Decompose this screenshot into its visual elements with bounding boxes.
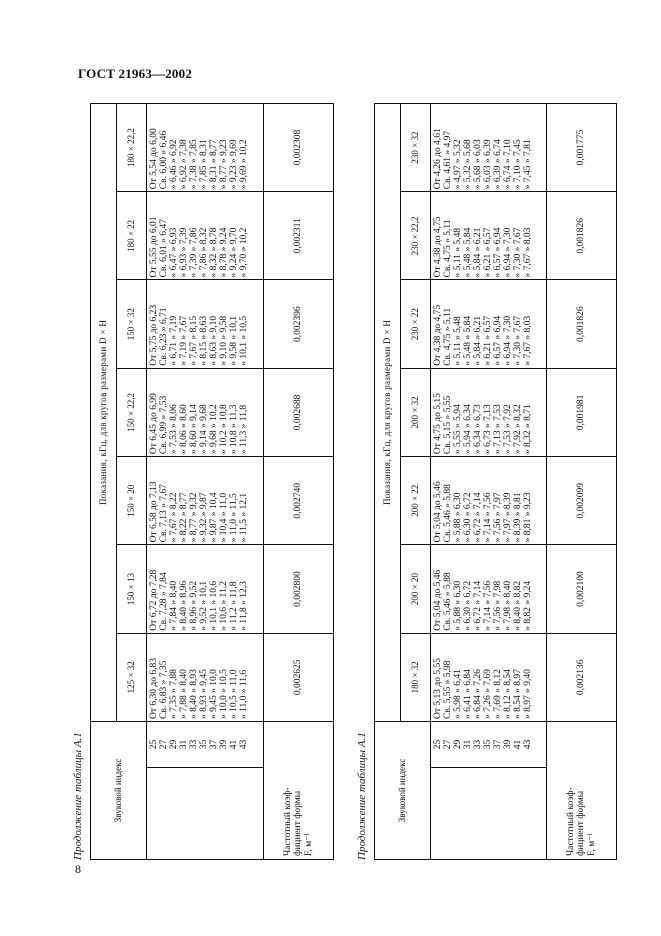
frequency-range: » 5,98 » 6,41 [453, 669, 463, 719]
frequency-range: » 9,10 » 9,58 [219, 315, 230, 366]
frequency-range: » 10,5 » 11,0 [229, 669, 240, 719]
frequency-range: » 9,87 » 10,4 [209, 492, 220, 543]
coefficient-value: 0,002396 [263, 280, 333, 368]
frequency-range: » 9,23 » 9,69 [229, 139, 240, 190]
frequency-range: От 4,26 до 4,61 [433, 128, 443, 190]
frequency-range: » 9,24 » 9,70 [229, 227, 240, 278]
frequency-range: » 8,93 » 9,45 [199, 669, 210, 719]
frequency-range: » 5,11 » 5,48 [453, 316, 463, 366]
sound-index-value: 25 [433, 739, 443, 750]
coefficient-label-line: фициент формы [576, 790, 587, 856]
frequency-range: Св. 5,15 » 5,55 [443, 395, 453, 455]
frequency-range: » 7,67 » 8,03 [523, 227, 533, 278]
frequency-range: » 7,26 » 7,69 [483, 669, 493, 719]
frequency-range: » 6,46 » 6,92 [169, 139, 180, 190]
frequency-range: » 8,78 » 9,24 [219, 227, 230, 278]
frequency-range: » 6,94 » 7,30 [503, 315, 513, 366]
frequency-range: » 6,39 » 6,74 [493, 139, 503, 190]
frequency-range: » 8,54 » 8,97 [513, 669, 523, 719]
sound-index-value: 33 [473, 739, 483, 750]
frequency-range: » 5,84 » 6,21 [473, 227, 483, 278]
frequency-range: » 8,60 » 9,14 [189, 404, 200, 455]
frequency-range-column [147, 545, 263, 633]
frequency-range: От 6,58 до 7,13 [149, 481, 160, 543]
frequency-range: » 7,39 » 7,86 [189, 227, 200, 278]
frequency-range: От 5,04 до 5,46 [433, 569, 443, 631]
frequency-range: От 5,55 до 6,01 [149, 216, 160, 278]
frequency-range: » 9,32 » 9,87 [199, 492, 210, 543]
sound-index-list [431, 721, 547, 767]
frequency-range: » 7,56 » 7,97 [493, 492, 503, 543]
frequency-range: От 6,45 до 6,99 [149, 393, 160, 455]
size-column-header: 150 × 20 [117, 457, 147, 545]
sound-index-value: 31 [463, 739, 473, 750]
frequency-range: » 6,21 » 6,57 [483, 227, 493, 278]
coefficient-value: 0,002740 [263, 457, 333, 545]
frequency-range: » 6,84 » 7,26 [473, 669, 483, 719]
frequency-range-column [431, 368, 547, 456]
frequency-range: » 7,85 » 8,31 [199, 139, 210, 190]
frequency-range: » 8,39 » 8,81 [513, 492, 523, 543]
sound-index-value: 33 [189, 739, 200, 750]
frequency-range: » 6,74 » 7,10 [503, 139, 513, 190]
page-number: 8 [75, 862, 81, 876]
frequency-range: » 6,71 » 7,19 [169, 315, 180, 366]
size-column-header: 230 × 22,2 [401, 192, 431, 280]
frequency-range: » 11,3 » 11,8 [239, 404, 250, 455]
table-caption: Продолжение таблицы А.1 [72, 732, 84, 860]
sound-index-value: 41 [513, 739, 523, 750]
frequency-range: » 6,93 » 7,39 [179, 227, 190, 278]
size-column-header: 230 × 32 [401, 103, 431, 191]
frequency-range: От 4,38 до 4,75 [433, 216, 443, 278]
frequency-range: » 8,22 » 8,77 [179, 492, 190, 543]
coefficient-label-line: F, м⁻¹ [303, 832, 314, 856]
frequency-range-column [431, 545, 547, 633]
coefficient-value: 0,001775 [547, 103, 617, 191]
frequency-range: Св. 5,55 » 5,98 [443, 660, 453, 719]
frequency-range-column [147, 192, 263, 280]
size-column-header: 150 × 32 [117, 280, 147, 368]
frequency-range: » 6,30 » 6,72 [463, 580, 473, 631]
size-column-header: 200 × 32 [401, 368, 431, 456]
frequency-range-column [147, 103, 263, 191]
frequency-range: » 8,40 » 8,96 [179, 580, 190, 631]
frequency-range: » 8,96 » 9,52 [189, 580, 200, 631]
table-caption: Продолжение таблицы А.1 [356, 732, 368, 860]
frequency-range: » 5,55 » 5,94 [453, 404, 463, 455]
coefficient-label-line: Частотный коэф- [565, 787, 576, 856]
frequency-range: » 8,32 » 8,78 [209, 227, 220, 278]
stub-blank-cell [431, 768, 547, 860]
size-column-header: 180 × 22 [117, 192, 147, 280]
frequency-range: » 6,94 » 7,30 [503, 227, 513, 278]
frequency-range: Св. 7,28 » 7,84 [159, 572, 170, 631]
stub-blank-cell [147, 768, 263, 860]
frequency-range: » 8,32 » 8,71 [523, 404, 533, 455]
frequency-range: » 8,81 » 9,23 [523, 492, 533, 543]
frequency-range: » 9,52 » 10,1 [199, 580, 210, 631]
frequency-range: Св. 7,13 » 7,67 [159, 484, 170, 543]
frequency-range: » 8,40 » 8,93 [189, 669, 200, 719]
frequency-range: » 7,88 » 8,40 [179, 669, 190, 719]
size-column-header: 180 × 22,2 [117, 103, 147, 191]
coefficient-label [547, 721, 617, 859]
sound-index-header: Звуковой индекс [375, 721, 431, 859]
sound-index-value: 31 [179, 739, 190, 750]
frequency-range: » 5,84 » 6,21 [473, 315, 483, 366]
coefficient-value: 0,001981 [547, 368, 617, 456]
coefficient-value: 0,001826 [547, 192, 617, 280]
size-column-header: 230 × 22 [401, 280, 431, 368]
coefficient-label-line: Частотный коэф- [282, 787, 293, 856]
frequency-range: Св. 5,46 » 5,88 [443, 572, 453, 631]
frequency-range: » 6,72 » 7,14 [473, 492, 483, 543]
frequency-range: » 9,45 » 10,0 [209, 669, 220, 719]
frequency-range: » 8,97 » 9,40 [523, 669, 533, 719]
frequency-range: » 10,6 » 11,2 [219, 581, 230, 631]
frequency-range-column [147, 368, 263, 456]
sound-index-value: 29 [169, 739, 180, 750]
frequency-range: Св. 6,01 » 6,47 [159, 219, 170, 278]
size-column-header: 125 × 32 [117, 633, 147, 721]
coefficient-value: 0,002688 [263, 368, 333, 456]
frequency-range: » 9,69 » 10,2 [239, 139, 250, 190]
frequency-range: » 4,97 » 5,32 [453, 139, 463, 190]
frequency-range: » 7,69 » 8,12 [493, 669, 503, 719]
coefficient-value: 0,001826 [547, 280, 617, 368]
frequency-range: » 10,1 » 10,6 [209, 580, 220, 631]
sound-index-value: 43 [239, 739, 250, 750]
size-column-header: 200 × 20 [401, 545, 431, 633]
coefficient-label-line: F, м⁻¹ [586, 832, 597, 856]
frequency-range-column [431, 633, 547, 721]
frequency-range: » 7,35 » 7,88 [169, 669, 180, 719]
frequency-range: » 6,34 » 6,73 [473, 404, 483, 455]
frequency-range: » 5,32 » 5,68 [463, 139, 473, 190]
coefficient-value: 0,002100 [547, 545, 617, 633]
frequency-range: » 10,2 » 10,8 [219, 404, 230, 455]
frequency-range: » 7,67 » 8,22 [169, 492, 180, 543]
frequency-range: » 11,5 » 12,1 [239, 492, 250, 543]
sound-index-value: 39 [503, 739, 513, 750]
frequency-range: » 7,56 » 7,98 [493, 580, 503, 631]
sound-index-value: 29 [453, 739, 463, 750]
frequency-range: » 9,58 » 10,1 [229, 315, 240, 366]
sound-index-value: 39 [219, 739, 230, 750]
document-header: ГОСТ 21963—2002 [78, 66, 193, 81]
frequency-range: » 7,13 » 7,53 [493, 404, 503, 455]
frequency-range: От 5,13 до 5,55 [433, 658, 443, 719]
frequency-range: » 7,14 » 7,56 [483, 492, 493, 543]
frequency-range: » 7,92 » 8,32 [513, 404, 523, 455]
frequency-range: » 10,1 » 10,5 [239, 315, 250, 366]
data-table [90, 103, 334, 860]
coefficient-label [263, 721, 333, 859]
frequency-range: » 9,68 » 10,2 [209, 404, 220, 455]
coefficient-value: 0,002311 [263, 192, 333, 280]
frequency-range: » 10,4 » 11,0 [219, 492, 230, 543]
frequency-range: От 5,54 до 6,00 [149, 128, 160, 190]
frequency-range: » 7,19 » 7,67 [179, 315, 190, 366]
frequency-range: » 7,30 » 7,67 [513, 227, 523, 278]
frequency-range: От 5,75 до 6,23 [149, 304, 160, 366]
coefficient-value: 0,002308 [263, 103, 333, 191]
frequency-range: » 7,30 » 7,67 [513, 315, 523, 366]
size-column-header: 150 × 13 [117, 545, 147, 633]
sound-index-value: 41 [229, 739, 240, 750]
frequency-range: » 6,92 » 7,38 [179, 139, 190, 190]
frequency-range: Св. 6,83 » 7,35 [159, 660, 170, 719]
frequency-range: » 9,70 » 10,2 [239, 227, 250, 278]
frequency-range: От 5,04 до 5,46 [433, 481, 443, 543]
frequency-range-column [147, 280, 263, 368]
size-column-header: 200 × 22 [401, 457, 431, 545]
sound-index-list [147, 721, 263, 767]
sound-index-value: 35 [483, 739, 493, 750]
frequency-range: » 8,40 » 8,82 [513, 580, 523, 631]
frequency-range: » 7,53 » 7,92 [503, 404, 513, 455]
frequency-range: » 11,0 » 11,6 [239, 669, 250, 719]
coefficient-value: 0,002625 [263, 633, 333, 721]
frequency-range: » 7,14 » 7,56 [483, 580, 493, 631]
frequency-range: » 8,77 » 9,23 [219, 139, 230, 190]
frequency-range: » 9,14 » 9,68 [199, 404, 210, 455]
frequency-range: » 7,53 » 8,06 [169, 404, 180, 455]
frequency-range: » 6,73 » 7,13 [483, 404, 493, 455]
sound-index-value: 35 [199, 739, 210, 750]
frequency-range: Св. 6,99 » 7,53 [159, 395, 170, 455]
frequency-range: » 6,41 » 6,84 [463, 669, 473, 719]
frequency-range: От 6,72 до 7,28 [149, 569, 160, 631]
frequency-range: » 6,30 » 6,72 [463, 492, 473, 543]
sound-index-value: 27 [159, 739, 170, 750]
frequency-range: » 11,8 » 12,3 [239, 581, 250, 631]
table-block-1 [72, 104, 334, 860]
sound-index-value: 37 [493, 739, 503, 750]
coefficient-value: 0,002099 [547, 457, 617, 545]
frequency-range: » 6,21 » 6,57 [483, 315, 493, 366]
table-block-2 [356, 104, 612, 860]
frequency-range: » 5,88 » 6,30 [453, 492, 463, 543]
frequency-range: » 8,82 » 9,24 [523, 580, 533, 631]
sound-index-header: Звуковой индекс [91, 721, 147, 859]
frequency-range: » 7,67 » 8,03 [523, 315, 533, 366]
frequency-range: » 8,63 » 9,10 [209, 315, 220, 366]
data-table [374, 103, 617, 860]
frequency-range: » 7,98 » 8,40 [503, 580, 513, 631]
frequency-range: » 5,94 » 6,34 [463, 404, 473, 455]
frequency-range: » 6,72 » 7,14 [473, 580, 483, 631]
frequency-range: » 11,0 » 11,5 [229, 493, 240, 543]
frequency-range: От 6,30 до 6,83 [149, 658, 160, 719]
size-column-header: 150 × 22,2 [117, 368, 147, 456]
frequency-range: Св. 4,75 » 5,11 [443, 307, 453, 366]
frequency-range: » 7,38 » 7,85 [189, 139, 200, 190]
frequency-range: » 11,2 » 11,8 [229, 581, 240, 631]
coefficient-value: 0,002136 [547, 633, 617, 721]
sound-index-value: 27 [443, 739, 453, 750]
frequency-range: » 6,47 » 6,93 [169, 227, 180, 278]
frequency-range: » 10,8 » 11,3 [229, 404, 240, 455]
frequency-range: » 5,48 » 5,84 [463, 315, 473, 366]
frequency-range: Св. 4,61 » 4,97 [443, 130, 453, 190]
frequency-range: » 5,88 » 6,30 [453, 580, 463, 631]
frequency-range-column [431, 192, 547, 280]
frequency-range-column [431, 280, 547, 368]
sound-index-value: 37 [209, 739, 220, 750]
frequency-range: » 6,57 » 6,94 [493, 227, 503, 278]
frequency-range: » 8,06 » 8,60 [179, 404, 190, 455]
frequency-range: » 7,45 » 7,81 [523, 139, 533, 190]
coefficient-label-line: фициент формы [293, 790, 304, 856]
frequency-range: Св. 5,46 » 5,88 [443, 484, 453, 543]
frequency-range-column [147, 457, 263, 545]
frequency-range: Св. 4,75 » 5,11 [443, 219, 453, 278]
frequency-range: » 8,12 » 8,54 [503, 669, 513, 719]
frequency-range: » 7,97 » 8,39 [503, 492, 513, 543]
frequency-range: » 5,48 » 5,84 [463, 227, 473, 278]
sound-index-value: 43 [523, 739, 533, 750]
frequency-range-column [147, 633, 263, 721]
size-column-header: 180 × 32 [401, 633, 431, 721]
frequency-range: » 5,11 » 5,48 [453, 227, 463, 278]
frequency-range: Св. 6,00 » 6,46 [159, 130, 170, 190]
frequency-range: » 7,67 » 8,15 [189, 315, 200, 366]
frequency-range: » 7,10 » 7,45 [513, 139, 523, 190]
frequency-range: » 6,03 » 6,39 [483, 139, 493, 190]
frequency-range: » 8,31 » 8,77 [209, 139, 220, 190]
frequency-range-column [431, 103, 547, 191]
frequency-range: » 8,15 » 8,63 [199, 315, 210, 366]
group-header: Показания, кГц, для кругов размерами D × H [375, 103, 401, 721]
frequency-range: » 10,0 » 10,5 [219, 669, 230, 719]
sound-index-value: 25 [149, 739, 160, 750]
frequency-range-column [431, 457, 547, 545]
frequency-range: От 4,75 до 5,15 [433, 393, 443, 455]
frequency-range: От 4,38 до 4,75 [433, 304, 443, 366]
frequency-range: » 7,84 » 8,40 [169, 580, 180, 631]
frequency-range: » 7,86 » 8,32 [199, 227, 210, 278]
frequency-range: » 5,68 » 6,03 [473, 139, 483, 190]
coefficient-value: 0,002800 [263, 545, 333, 633]
frequency-range: » 6,57 » 6,94 [493, 315, 503, 366]
group-header: Показания, кГц, для кругов размерами D × H [91, 103, 117, 721]
frequency-range: » 8,77 » 9,32 [189, 492, 200, 543]
frequency-range: Св. 6,23 » 6,71 [159, 307, 170, 366]
